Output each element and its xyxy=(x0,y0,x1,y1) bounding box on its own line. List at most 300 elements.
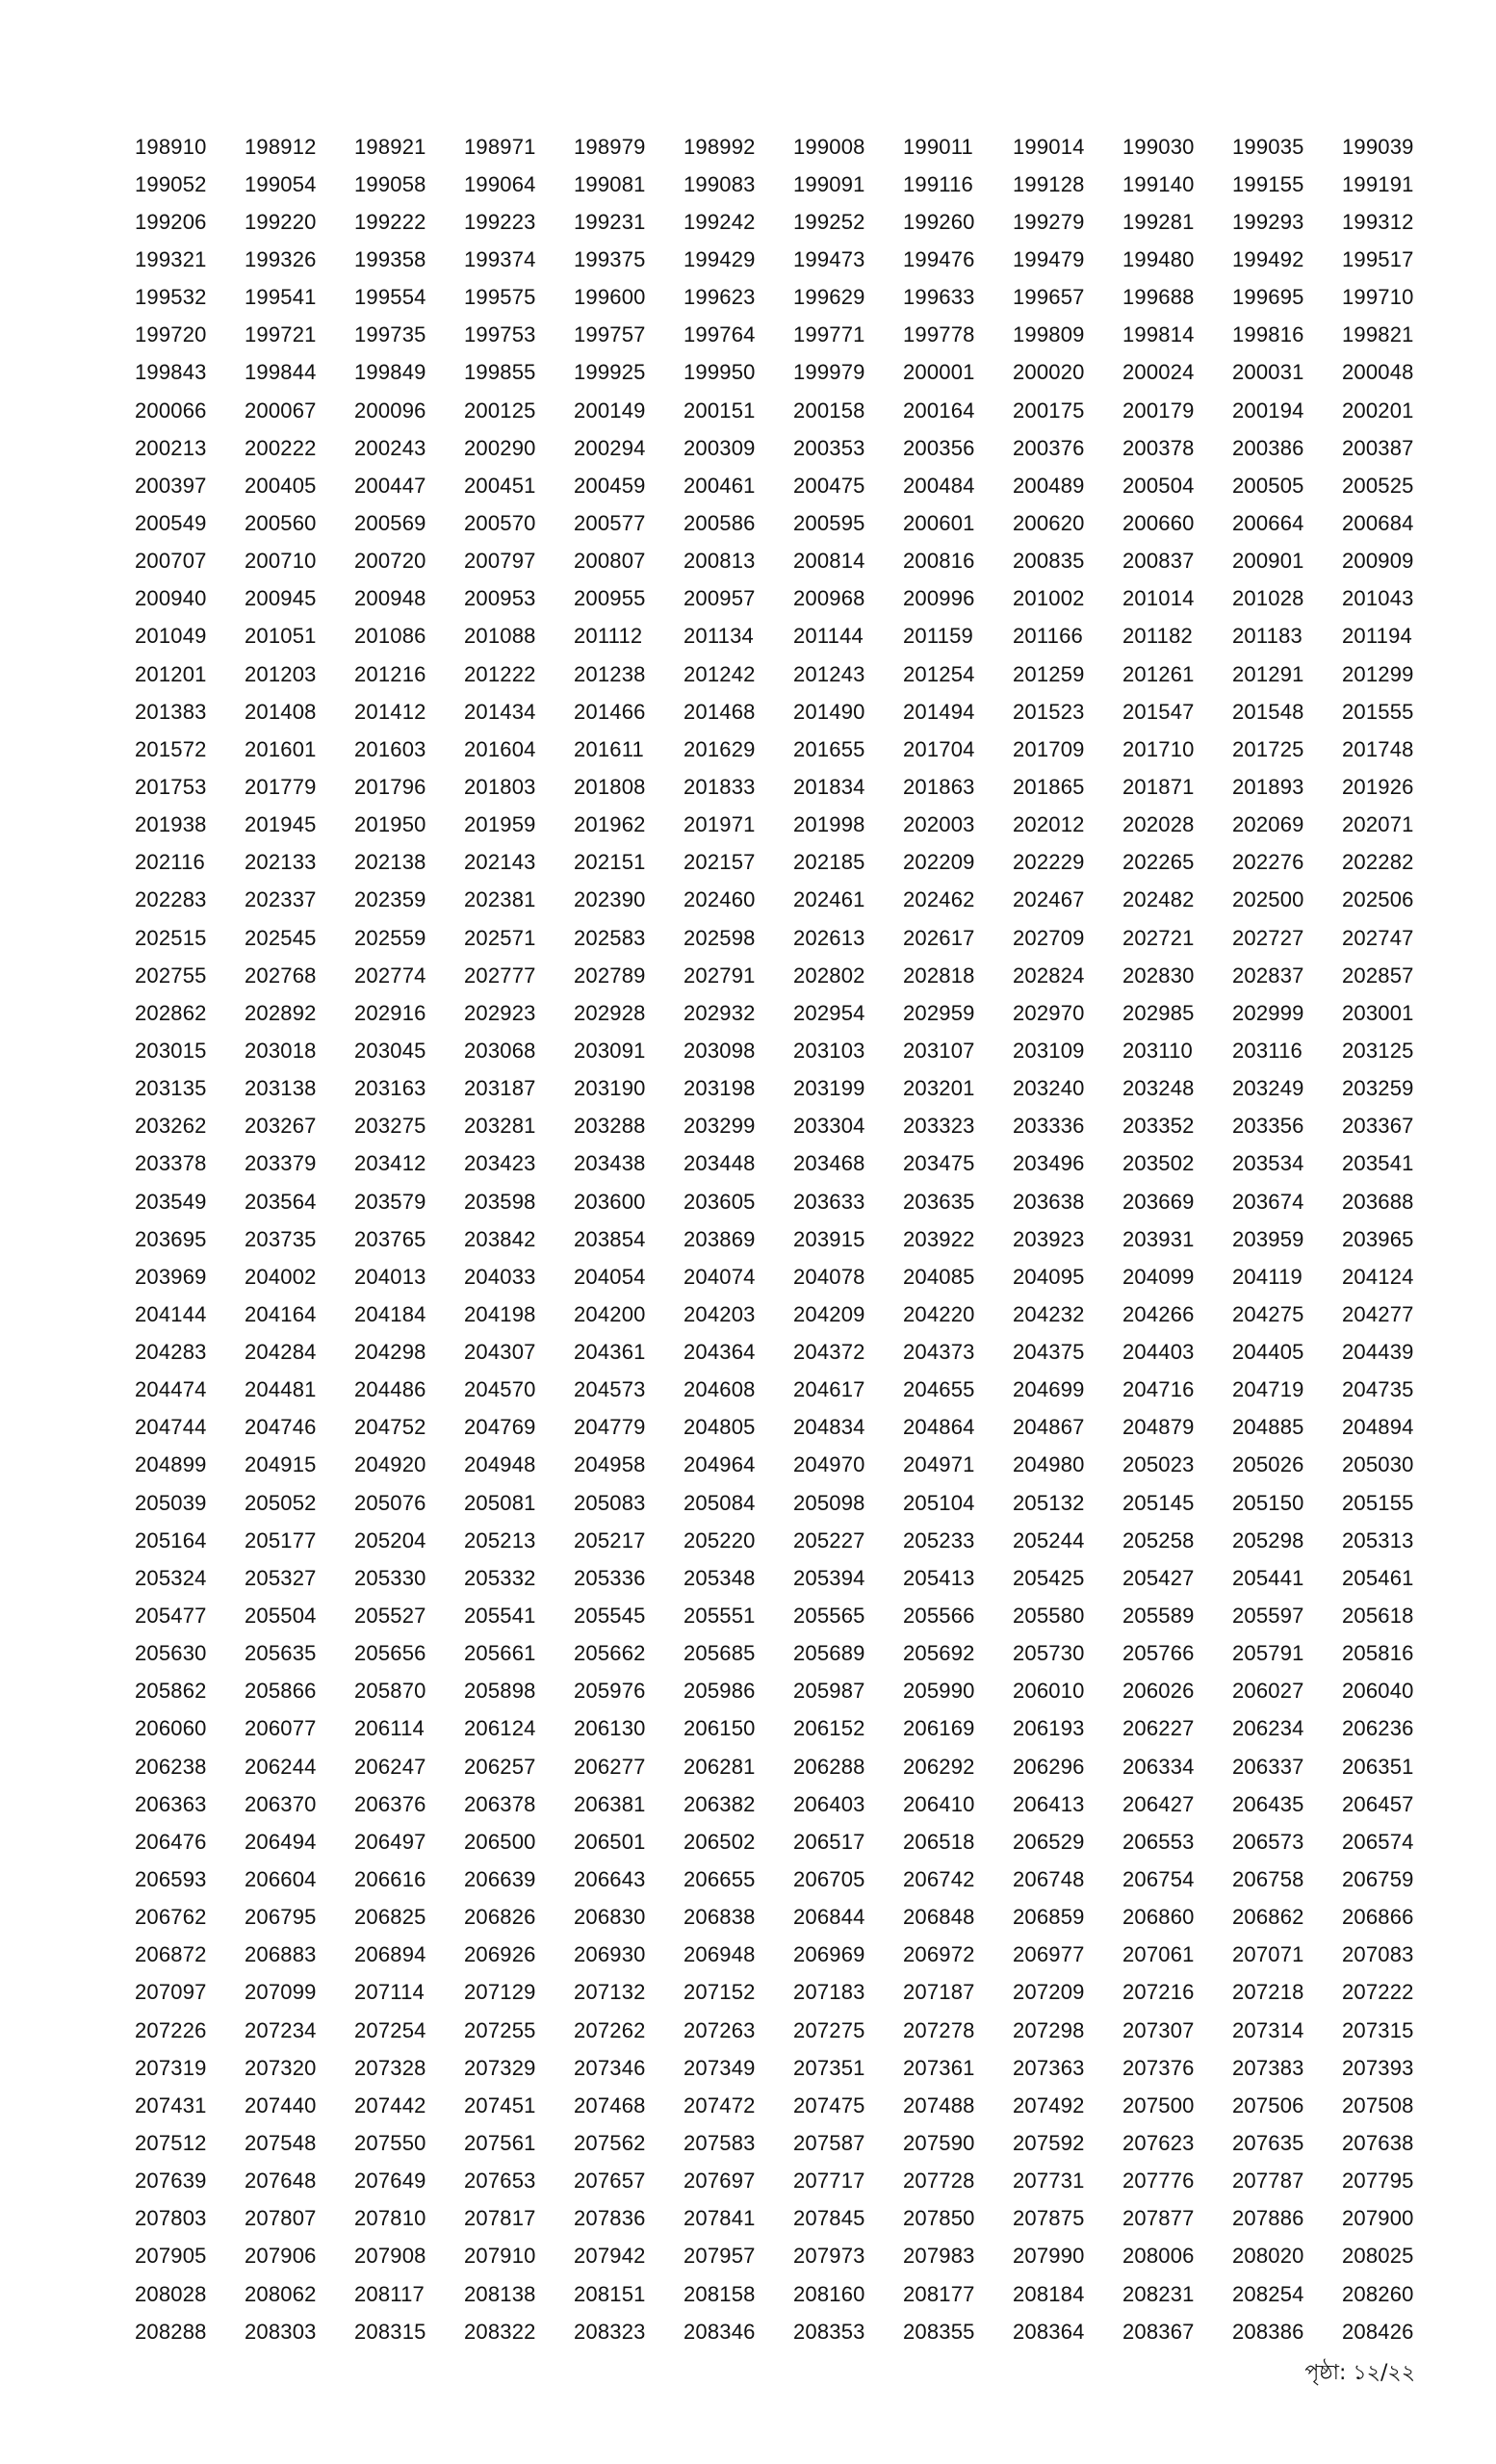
roll-number: 200620 xyxy=(1013,510,1085,535)
roll-number: 202613 xyxy=(793,925,865,950)
roll-number: 204298 xyxy=(354,1340,426,1365)
roll-number: 204570 xyxy=(464,1377,536,1402)
roll-number: 205427 xyxy=(1122,1565,1195,1590)
roll-number: 200459 xyxy=(574,473,646,498)
roll-number: 205766 xyxy=(1122,1641,1195,1666)
roll-number: 206238 xyxy=(135,1754,207,1779)
roll-number: 206977 xyxy=(1013,1942,1085,1967)
roll-number: 200175 xyxy=(1013,398,1085,423)
roll-number: 202143 xyxy=(464,850,536,875)
roll-number: 199532 xyxy=(135,285,207,310)
roll-number: 201254 xyxy=(903,661,975,686)
roll-number: 205104 xyxy=(903,1490,975,1515)
roll-number: 204124 xyxy=(1342,1264,1414,1289)
roll-number: 207886 xyxy=(1232,2206,1304,2231)
roll-number: 202830 xyxy=(1122,962,1195,988)
roll-number: 200955 xyxy=(574,586,646,611)
roll-number: 206517 xyxy=(793,1829,865,1854)
roll-number: 206288 xyxy=(793,1754,865,1779)
roll-number: 199600 xyxy=(574,285,646,310)
roll-number: 200222 xyxy=(245,435,317,460)
roll-number: 208367 xyxy=(1122,2319,1195,2344)
roll-number: 205052 xyxy=(245,1490,317,1515)
roll-number: 206413 xyxy=(1013,1791,1085,1816)
roll-number: 207361 xyxy=(903,2055,975,2080)
roll-number: 208177 xyxy=(903,2281,975,2306)
roll-number: 200378 xyxy=(1122,435,1195,460)
roll-number: 207440 xyxy=(245,2092,317,2118)
roll-number: 201871 xyxy=(1122,774,1195,799)
roll-number: 207132 xyxy=(574,1980,646,2005)
roll-number: 201028 xyxy=(1232,586,1304,611)
number-row xyxy=(135,731,1425,768)
roll-number: 206077 xyxy=(245,1716,317,1741)
roll-number: 200901 xyxy=(1232,549,1304,574)
roll-number: 201051 xyxy=(245,624,317,649)
number-row xyxy=(135,1974,1425,2012)
roll-number: 207776 xyxy=(1122,2169,1195,2194)
roll-number: 201547 xyxy=(1122,699,1195,724)
roll-number: 208288 xyxy=(135,2319,207,2344)
roll-number: 199979 xyxy=(793,360,865,385)
roll-number: 205039 xyxy=(135,1490,207,1515)
roll-number: 199293 xyxy=(1232,209,1304,234)
roll-number: 199035 xyxy=(1232,134,1304,159)
roll-number: 200164 xyxy=(903,398,975,423)
roll-number: 207795 xyxy=(1342,2169,1414,2194)
roll-number: 206247 xyxy=(354,1754,426,1779)
roll-number: 202069 xyxy=(1232,812,1304,837)
roll-number: 198971 xyxy=(464,134,536,159)
roll-number: 201261 xyxy=(1122,661,1195,686)
roll-number: 206334 xyxy=(1122,1754,1195,1779)
number-row xyxy=(135,2163,1425,2200)
roll-number: 206758 xyxy=(1232,1867,1304,1892)
roll-number: 202506 xyxy=(1342,887,1414,912)
number-row xyxy=(135,543,1425,580)
roll-number: 204719 xyxy=(1232,1377,1304,1402)
roll-number: 201629 xyxy=(684,736,756,761)
roll-number: 201112 xyxy=(574,624,643,649)
roll-number: 207255 xyxy=(464,2017,536,2042)
number-row xyxy=(135,1710,1425,1748)
roll-number: 200353 xyxy=(793,435,865,460)
roll-number: 200397 xyxy=(135,473,207,498)
roll-number: 199480 xyxy=(1122,246,1195,271)
roll-number: 201655 xyxy=(793,736,865,761)
roll-number: 201194 xyxy=(1342,624,1412,649)
roll-number: 202283 xyxy=(135,887,207,912)
roll-number: 206742 xyxy=(903,1867,975,1892)
roll-number: 201238 xyxy=(574,661,646,686)
roll-number: 204284 xyxy=(245,1340,317,1365)
roll-number: 208323 xyxy=(574,2319,646,2344)
number-row xyxy=(135,2200,1425,2238)
roll-number: 207097 xyxy=(135,1980,207,2005)
roll-number: 207512 xyxy=(135,2131,207,2156)
roll-number: 206518 xyxy=(903,1829,975,1854)
roll-number: 199222 xyxy=(354,209,426,234)
roll-number: 207731 xyxy=(1013,2169,1085,2194)
roll-number: 204439 xyxy=(1342,1340,1414,1365)
roll-number: 204307 xyxy=(464,1340,536,1365)
roll-number: 203367 xyxy=(1342,1114,1414,1139)
roll-number: 201494 xyxy=(903,699,975,724)
roll-number: 201086 xyxy=(354,624,426,649)
roll-number: 203135 xyxy=(135,1076,207,1101)
roll-number: 204971 xyxy=(903,1452,975,1477)
roll-number: 206894 xyxy=(354,1942,426,1967)
roll-number: 199757 xyxy=(574,322,646,347)
roll-number: 202003 xyxy=(903,812,975,837)
roll-number: 208260 xyxy=(1342,2281,1414,2306)
roll-number: 206427 xyxy=(1122,1791,1195,1816)
number-row xyxy=(135,1070,1425,1108)
roll-number: 199260 xyxy=(903,209,975,234)
roll-number: 203001 xyxy=(1342,1000,1414,1025)
roll-number: 205692 xyxy=(903,1641,975,1666)
roll-number: 206883 xyxy=(245,1942,317,1967)
roll-number: 201412 xyxy=(354,699,426,724)
roll-number: 207973 xyxy=(793,2244,865,2269)
roll-number: 203475 xyxy=(903,1151,975,1176)
number-row xyxy=(135,693,1425,731)
roll-number: 207320 xyxy=(245,2055,317,2080)
roll-number: 205217 xyxy=(574,1527,646,1553)
roll-number: 200909 xyxy=(1342,549,1414,574)
roll-number: 205441 xyxy=(1232,1565,1304,1590)
roll-number: 206972 xyxy=(903,1942,975,1967)
roll-number: 205413 xyxy=(903,1565,975,1590)
roll-number: 206759 xyxy=(1342,1867,1414,1892)
roll-number: 207592 xyxy=(1013,2131,1085,2156)
roll-number: 204074 xyxy=(684,1264,756,1289)
roll-number: 201159 xyxy=(903,624,973,649)
roll-number: 204232 xyxy=(1013,1301,1085,1326)
roll-number: 206292 xyxy=(903,1754,975,1779)
roll-number: 206859 xyxy=(1013,1905,1085,1930)
roll-number: 202598 xyxy=(684,925,756,950)
roll-number: 200201 xyxy=(1342,398,1414,423)
roll-number: 200560 xyxy=(245,510,317,535)
roll-number: 205332 xyxy=(464,1565,536,1590)
roll-number: 200461 xyxy=(684,473,756,498)
roll-number: 206193 xyxy=(1013,1716,1085,1741)
roll-number: 207218 xyxy=(1232,1980,1304,2005)
roll-number: 201203 xyxy=(245,661,317,686)
roll-number: 199014 xyxy=(1013,134,1085,159)
roll-number: 203107 xyxy=(903,1038,975,1063)
roll-number: 204980 xyxy=(1013,1452,1085,1477)
roll-number: 208184 xyxy=(1013,2281,1085,2306)
roll-number: 203959 xyxy=(1232,1226,1304,1251)
roll-number: 203125 xyxy=(1342,1038,1414,1063)
roll-number: 203378 xyxy=(135,1151,207,1176)
roll-number: 202276 xyxy=(1232,850,1304,875)
roll-number: 201863 xyxy=(903,774,975,799)
roll-number: 201704 xyxy=(903,736,975,761)
roll-number: 206862 xyxy=(1232,1905,1304,1930)
roll-number: 203323 xyxy=(903,1114,975,1139)
roll-number: 204002 xyxy=(245,1264,317,1289)
roll-number: 206795 xyxy=(245,1905,317,1930)
roll-number: 206040 xyxy=(1342,1679,1414,1704)
roll-number: 205990 xyxy=(903,1679,975,1704)
roll-number: 205597 xyxy=(1232,1604,1304,1629)
roll-number: 205220 xyxy=(684,1527,756,1553)
roll-number: 201222 xyxy=(464,661,536,686)
number-row xyxy=(135,882,1425,919)
roll-number: 199771 xyxy=(793,322,865,347)
roll-number: 201962 xyxy=(574,812,646,837)
roll-number: 206236 xyxy=(1342,1716,1414,1741)
roll-number: 202999 xyxy=(1232,1000,1304,1025)
roll-number: 204834 xyxy=(793,1415,865,1440)
roll-number: 205662 xyxy=(574,1641,646,1666)
roll-number: 202916 xyxy=(354,1000,426,1025)
roll-number: 204779 xyxy=(574,1415,646,1440)
roll-number: 206010 xyxy=(1013,1679,1085,1704)
roll-number: 199206 xyxy=(135,209,207,234)
roll-number: 199554 xyxy=(354,285,426,310)
roll-number: 208355 xyxy=(903,2319,975,2344)
roll-number: 203190 xyxy=(574,1076,646,1101)
roll-number: 201959 xyxy=(464,812,536,837)
roll-number: 204405 xyxy=(1232,1340,1304,1365)
roll-number: 199575 xyxy=(464,285,536,310)
roll-number: 207639 xyxy=(135,2169,207,2194)
roll-number: 205685 xyxy=(684,1641,756,1666)
roll-number: 199721 xyxy=(245,322,317,347)
roll-number: 199326 xyxy=(245,246,317,271)
roll-number: 206754 xyxy=(1122,1867,1195,1892)
roll-number: 199312 xyxy=(1342,209,1414,234)
roll-number: 201434 xyxy=(464,699,536,724)
roll-number: 206553 xyxy=(1122,1829,1195,1854)
roll-number: 198979 xyxy=(574,134,646,159)
roll-number: 206866 xyxy=(1342,1905,1414,1930)
roll-number: 201182 xyxy=(1122,624,1193,649)
number-row xyxy=(135,467,1425,504)
roll-number: 205155 xyxy=(1342,1490,1414,1515)
roll-number: 201490 xyxy=(793,699,865,724)
roll-number: 203163 xyxy=(354,1076,426,1101)
roll-number: 207451 xyxy=(464,2092,536,2118)
roll-number: 201243 xyxy=(793,661,865,686)
roll-number: 204266 xyxy=(1122,1301,1195,1326)
roll-number: 206152 xyxy=(793,1716,865,1741)
roll-number: 203502 xyxy=(1122,1151,1195,1176)
roll-number: 203635 xyxy=(903,1189,975,1214)
roll-number: 202789 xyxy=(574,962,646,988)
roll-number: 202862 xyxy=(135,1000,207,1025)
roll-number: 204054 xyxy=(574,1264,646,1289)
roll-number: 202932 xyxy=(684,1000,756,1025)
number-row xyxy=(135,1258,1425,1296)
roll-number: 201408 xyxy=(245,699,317,724)
roll-number: 202138 xyxy=(354,850,426,875)
roll-number: 205076 xyxy=(354,1490,426,1515)
roll-number: 205477 xyxy=(135,1604,207,1629)
roll-number: 206848 xyxy=(903,1905,975,1930)
roll-number: 200387 xyxy=(1342,435,1414,460)
roll-number: 203091 xyxy=(574,1038,646,1063)
roll-number: 207817 xyxy=(464,2206,536,2231)
roll-number: 207548 xyxy=(245,2131,317,2156)
roll-number: 203915 xyxy=(793,1226,865,1251)
roll-number: 203110 xyxy=(1122,1038,1193,1063)
roll-number: 208138 xyxy=(464,2281,536,2306)
roll-number: 206281 xyxy=(684,1754,756,1779)
roll-number: 205083 xyxy=(574,1490,646,1515)
number-row xyxy=(135,1409,1425,1447)
roll-number: 199688 xyxy=(1122,285,1195,310)
roll-number: 204655 xyxy=(903,1377,975,1402)
roll-number: 200807 xyxy=(574,549,646,574)
roll-number: 202133 xyxy=(245,850,317,875)
roll-number: 203854 xyxy=(574,1226,646,1251)
roll-number: 199279 xyxy=(1013,209,1085,234)
roll-number: 203468 xyxy=(793,1151,865,1176)
roll-number: 202837 xyxy=(1232,962,1304,988)
roll-number: 207307 xyxy=(1122,2017,1195,2042)
roll-number: 205084 xyxy=(684,1490,756,1515)
roll-number: 202359 xyxy=(354,887,426,912)
roll-number: 207226 xyxy=(135,2017,207,2042)
roll-number: 207942 xyxy=(574,2244,646,2269)
roll-number: 206026 xyxy=(1122,1679,1195,1704)
roll-number: 203579 xyxy=(354,1189,426,1214)
roll-number: 200837 xyxy=(1122,549,1195,574)
roll-number: 206969 xyxy=(793,1942,865,1967)
number-row xyxy=(135,2275,1425,2313)
number-row xyxy=(135,1899,1425,1937)
roll-number: 207183 xyxy=(793,1980,865,2005)
roll-number: 206130 xyxy=(574,1716,646,1741)
roll-number: 207363 xyxy=(1013,2055,1085,2080)
roll-number: 203199 xyxy=(793,1076,865,1101)
number-row xyxy=(135,241,1425,278)
roll-number: 202959 xyxy=(903,1000,975,1025)
roll-number: 200577 xyxy=(574,510,646,535)
roll-number: 201604 xyxy=(464,736,536,761)
roll-number: 205976 xyxy=(574,1679,646,1704)
number-row xyxy=(135,354,1425,392)
roll-number: 204752 xyxy=(354,1415,426,1440)
roll-number: 206604 xyxy=(245,1867,317,1892)
roll-number: 199220 xyxy=(245,209,317,234)
roll-number: 201601 xyxy=(245,736,317,761)
roll-number: 205589 xyxy=(1122,1604,1195,1629)
roll-number: 201216 xyxy=(354,661,426,686)
roll-number: 207349 xyxy=(684,2055,756,2080)
roll-number: 207875 xyxy=(1013,2206,1085,2231)
roll-number: 200067 xyxy=(245,398,317,423)
roll-number: 200376 xyxy=(1013,435,1085,460)
roll-number: 206639 xyxy=(464,1867,536,1892)
roll-number: 203423 xyxy=(464,1151,536,1176)
roll-number: 200356 xyxy=(903,435,975,460)
roll-number: 204099 xyxy=(1122,1264,1195,1289)
roll-number: 203965 xyxy=(1342,1226,1414,1251)
roll-number: 202985 xyxy=(1122,1000,1195,1025)
roll-number: 203201 xyxy=(903,1076,975,1101)
roll-number: 202774 xyxy=(354,962,426,988)
roll-number: 204716 xyxy=(1122,1377,1195,1402)
roll-number: 204970 xyxy=(793,1452,865,1477)
roll-number: 202028 xyxy=(1122,812,1195,837)
roll-number: 204744 xyxy=(135,1415,207,1440)
roll-number: 207315 xyxy=(1342,2017,1414,2042)
roll-number: 200125 xyxy=(464,398,536,423)
roll-number: 207278 xyxy=(903,2017,975,2042)
roll-number: 205244 xyxy=(1013,1527,1085,1553)
roll-number: 206748 xyxy=(1013,1867,1085,1892)
roll-number: 204735 xyxy=(1342,1377,1414,1402)
roll-number: 200814 xyxy=(793,549,865,574)
roll-number: 207234 xyxy=(245,2017,317,2042)
roll-number: 205324 xyxy=(135,1565,207,1590)
roll-number: 206277 xyxy=(574,1754,646,1779)
roll-number: 205394 xyxy=(793,1565,865,1590)
roll-number: 208006 xyxy=(1122,2244,1195,2269)
roll-number: 206872 xyxy=(135,1942,207,1967)
roll-number: 208254 xyxy=(1232,2281,1304,2306)
roll-number: 203288 xyxy=(574,1114,646,1139)
roll-number: 208386 xyxy=(1232,2319,1304,2344)
roll-number: 205656 xyxy=(354,1641,426,1666)
roll-number: 205504 xyxy=(245,1604,317,1629)
roll-number: 200484 xyxy=(903,473,975,498)
roll-number: 203187 xyxy=(464,1076,536,1101)
roll-number: 199695 xyxy=(1232,285,1304,310)
roll-number: 205527 xyxy=(354,1604,426,1629)
roll-number: 205866 xyxy=(245,1679,317,1704)
roll-number: 200570 xyxy=(464,510,536,535)
roll-number: 200194 xyxy=(1232,398,1304,423)
roll-number: 205565 xyxy=(793,1604,865,1629)
roll-number: 204275 xyxy=(1232,1301,1304,1326)
roll-number: 203356 xyxy=(1232,1114,1304,1139)
roll-number: 201938 xyxy=(135,812,207,837)
roll-number: 205862 xyxy=(135,1679,207,1704)
roll-number: 204964 xyxy=(684,1452,756,1477)
roll-number: 199008 xyxy=(793,134,865,159)
roll-number: 204894 xyxy=(1342,1415,1414,1440)
number-row xyxy=(135,1522,1425,1559)
roll-number: 206844 xyxy=(793,1905,865,1930)
roll-number: 202460 xyxy=(684,887,756,912)
roll-number: 200664 xyxy=(1232,510,1304,535)
roll-number: 203379 xyxy=(245,1151,317,1176)
roll-number: 203068 xyxy=(464,1038,536,1063)
roll-number: 200504 xyxy=(1122,473,1195,498)
roll-number: 208303 xyxy=(245,2319,317,2344)
roll-number: 200660 xyxy=(1122,510,1195,535)
roll-number: 206114 xyxy=(354,1716,425,1741)
roll-number: 207328 xyxy=(354,2055,426,2080)
roll-number: 199950 xyxy=(684,360,756,385)
roll-number: 202747 xyxy=(1342,925,1414,950)
roll-number: 208117 xyxy=(354,2281,425,2306)
roll-number: 207209 xyxy=(1013,1980,1085,2005)
roll-number: 207561 xyxy=(464,2131,536,2156)
roll-number: 201808 xyxy=(574,774,646,799)
roll-number: 199492 xyxy=(1232,246,1304,271)
roll-number: 205425 xyxy=(1013,1565,1085,1590)
roll-number: 205204 xyxy=(354,1527,426,1553)
roll-number: 201049 xyxy=(135,624,207,649)
